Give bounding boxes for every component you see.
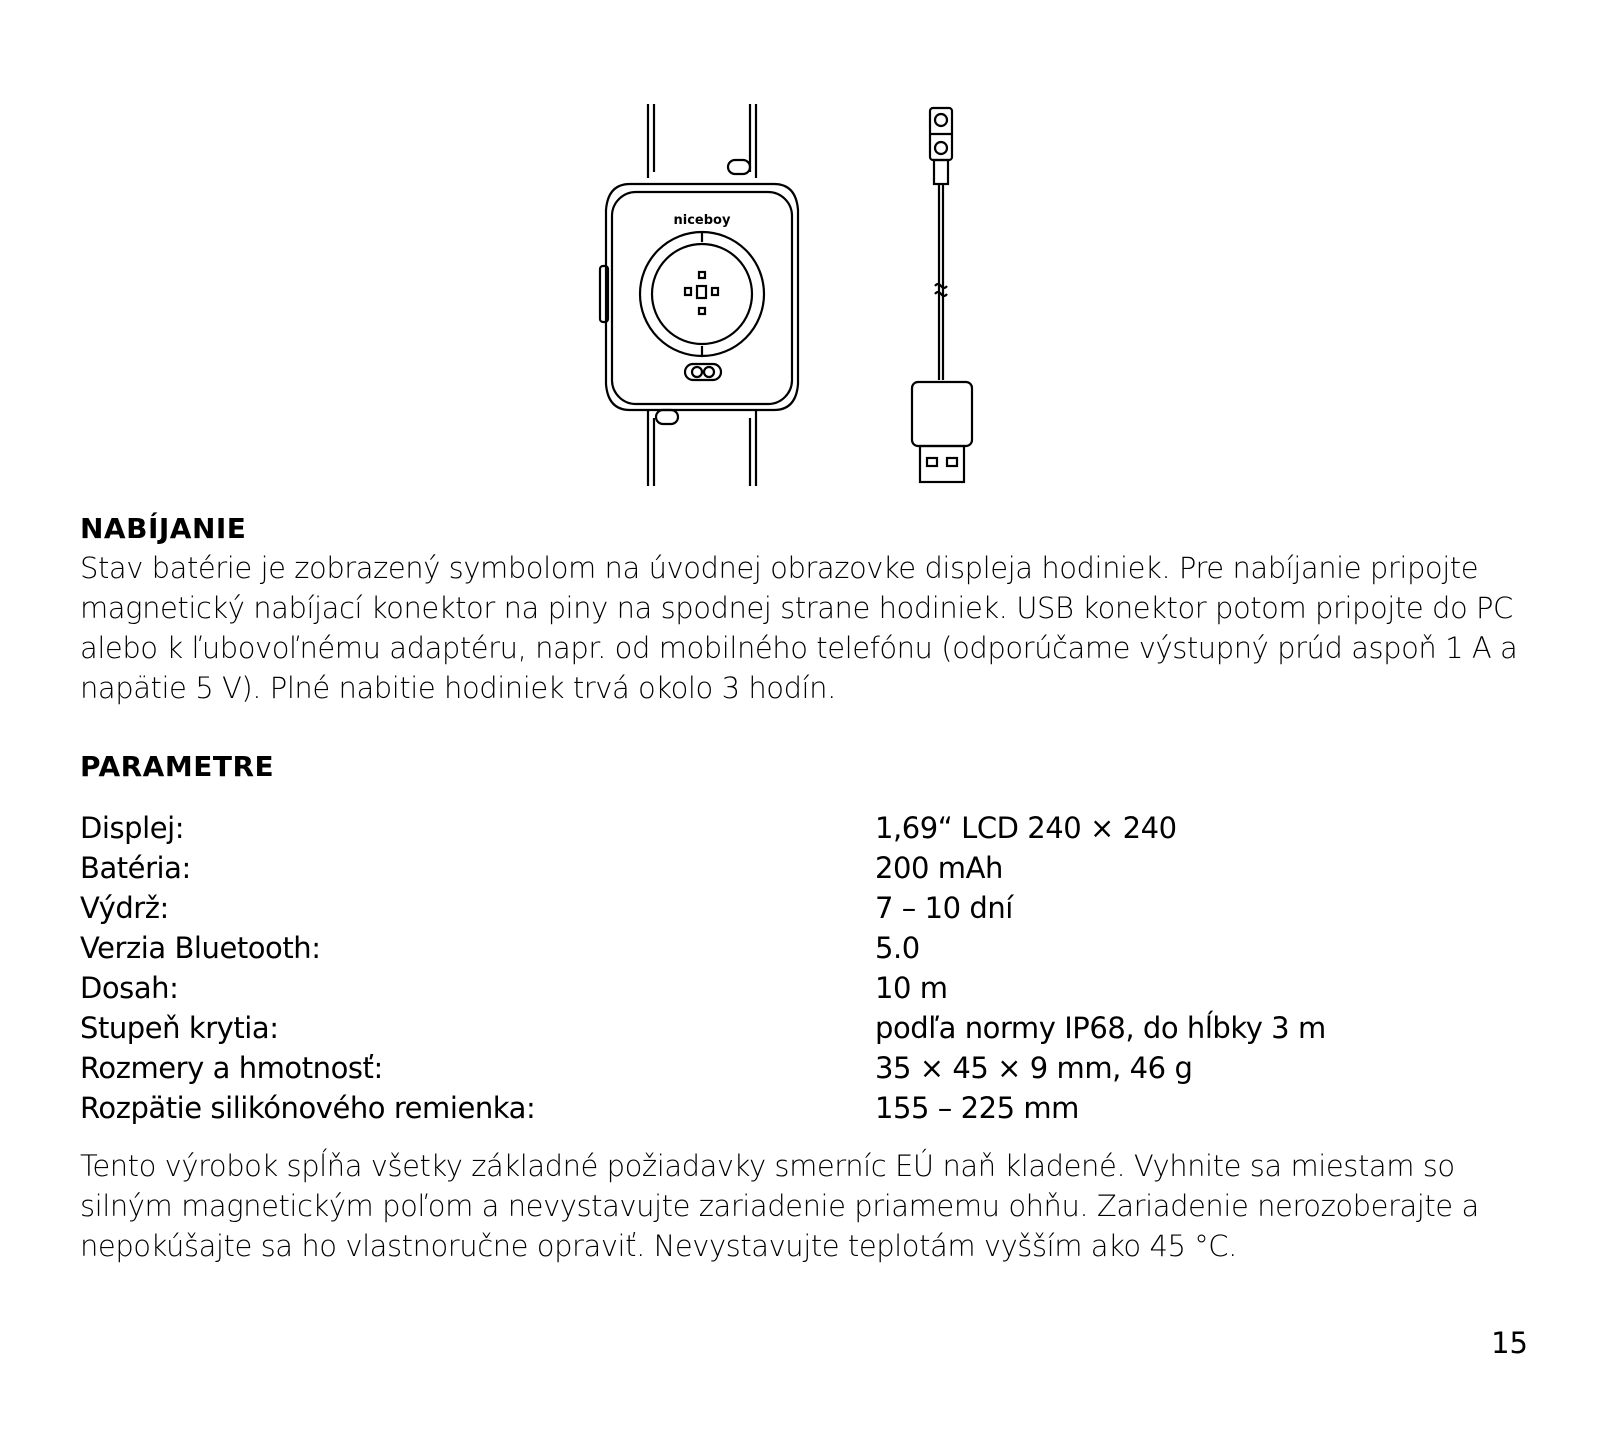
param-label: Batéria: (80, 851, 191, 885)
watch-sensor (640, 232, 764, 356)
param-value: 1,69“ LCD 240 × 240 (875, 811, 1177, 845)
param-row-bluetooth (80, 928, 1520, 968)
watch-strap-top (648, 104, 756, 178)
param-row-dimensions (80, 1048, 1520, 1088)
param-value: 5.0 (875, 931, 920, 965)
param-value: 7 – 10 dní (875, 891, 1013, 925)
watch-strap-bottom (648, 410, 756, 486)
watch-logo: niceboy (673, 213, 731, 228)
param-label: Rozpätie silikónového remienka: (80, 1091, 536, 1125)
param-value: podľa normy IP68, do hĺbky 3 m (875, 1011, 1326, 1045)
product-illustration (590, 100, 1010, 500)
notice-text: Tento výrobok spĺňa všetky základné požiadavky smerníc EÚ naň kladené. Vyhnite sa miestam so silným magnetickým poľom a nevystavujte zariadenie priamemu ohňu. Zariadenie nerozoberajte a nepokúšajte sa ho vlastnoručne opraviť. Nevystavujte teplotám vyšším ako 45 °C. (80, 1149, 1479, 1263)
param-label: Dosah: (80, 971, 179, 1005)
watch-charging-pins (685, 364, 721, 380)
param-row-range (80, 968, 1520, 1008)
parameters-table (80, 808, 1520, 1128)
param-value: 200 mAh (875, 851, 1003, 885)
param-label: Displej: (80, 811, 185, 845)
param-row-battery (80, 848, 1520, 888)
param-row-endurance (80, 888, 1520, 928)
param-value: 155 – 225 mm (875, 1091, 1079, 1125)
param-label: Výdrž: (80, 891, 169, 925)
charging-title: NABÍJANIE (80, 512, 247, 545)
param-label: Rozmery a hmotnosť: (80, 1051, 383, 1085)
parameters-title: PARAMETRE (80, 750, 275, 783)
param-row-display (80, 808, 1520, 848)
param-row-strap (80, 1088, 1520, 1128)
page-number: 15 (1491, 1326, 1528, 1360)
param-value: 10 m (875, 971, 948, 1005)
watch-and-charger-drawing (590, 100, 1010, 500)
param-value: 35 × 45 × 9 mm, 46 g (875, 1051, 1193, 1085)
param-label: Stupeň krytia: (80, 1011, 279, 1045)
charger-cable (912, 108, 972, 482)
param-row-protection (80, 1008, 1520, 1048)
param-label: Verzia Bluetooth: (80, 931, 321, 965)
charging-text: Stav batérie je zobrazený symbolom na úvodnej obrazovke displeja hodiniek. Pre nabíjanie pripojte magnetický nabíjací konektor na piny na spodnej strane hodiniek. USB konektor potom pripojte do PC alebo k ľubovoľnému adaptéru, napr. od mobilného telefónu (odporúčame výstupný prúd aspoň 1 A a napätie 5 V). Plné nabitie hodiniek trvá okolo 3 hodín. (80, 551, 1518, 705)
